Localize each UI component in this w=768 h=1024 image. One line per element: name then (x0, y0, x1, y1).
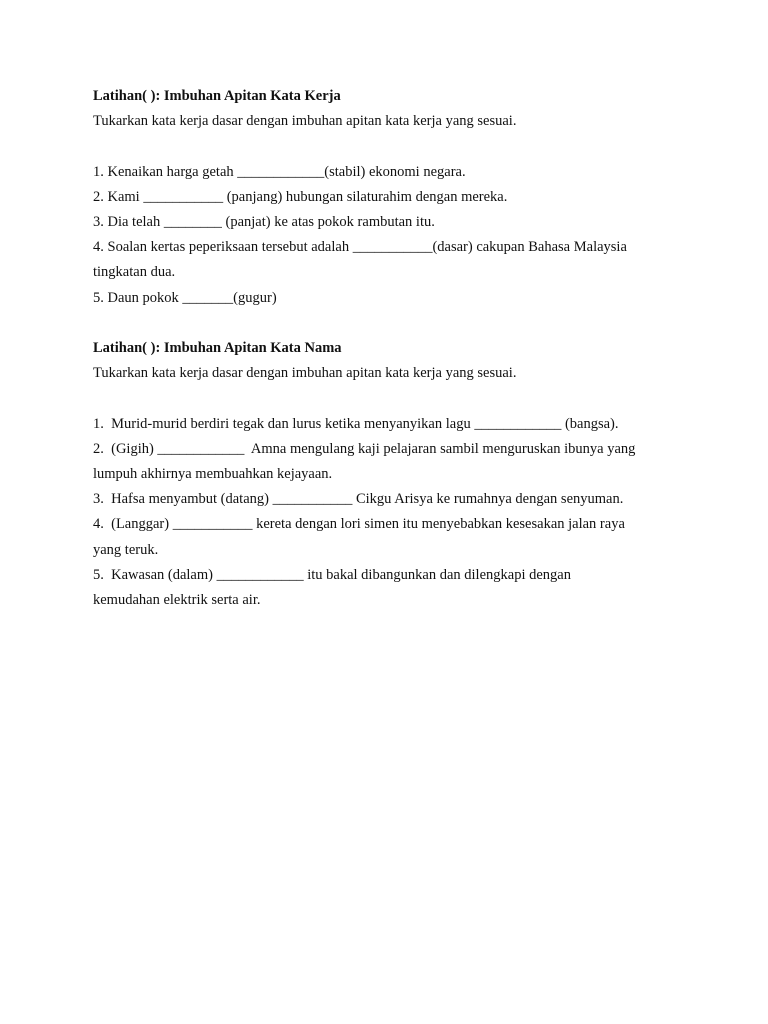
spacer (93, 386, 693, 411)
section1-item-3: 3. Dia telah ________ (panjat) ke atas pokok rambutan itu. (93, 214, 435, 230)
section1-item-4-continued: tingkatan dua. (93, 264, 176, 281)
section1-item-4: 4. Soalan kertas peperiksaan tersebut adalah ___________(dasar) cakupan Bahasa Malaysia (93, 239, 627, 256)
section1-item-1: 1. Kenaikan harga getah ____________(stabil) ekonomi negara. (93, 163, 466, 180)
section2-instruction: Tukarkan kata kerja dasar dengan imbuhan apitan kata kerja yang sesuai. (93, 365, 517, 382)
section2-title: Latihan( ): Imbuhan Apitan Kata Nama (93, 340, 342, 356)
spacer (93, 311, 693, 336)
section2-item-4-continued: yang teruk. (93, 541, 159, 558)
section2-item-2: 2. (Gigih) ____________ Amna mengulang kaji pelajaran sambil menguruskan ibunya yang (93, 440, 636, 457)
section2-item-4: 4. (Langgar) ___________ kereta dengan lori simen itu menyebabkan kesesakan jalan raya (93, 516, 625, 533)
section1-title: Latihan( ): Imbuhan Apitan Kata Kerja (93, 88, 341, 104)
spacer (93, 134, 693, 159)
section2-item-3: 3. Hafsa menyambut (datang) ___________ Cikgu Arisya ke rumahnya dengan senyuman. (93, 491, 624, 508)
worksheet-page (93, 84, 693, 613)
section2-item-5-continued: kemudahan elektrik serta air. (93, 592, 261, 609)
section2-item-2-continued: lumpuh akhirnya membuahkan kejayaan. (93, 466, 333, 482)
section2-item-1: 1. Murid-murid berdiri tegak dan lurus ketika menyanyikan lagu ____________ (bangsa). (93, 415, 619, 432)
section2-item-5: 5. Kawasan (dalam) ____________ itu bakal dibangunkan dan dilengkapi dengan (93, 566, 571, 583)
section1-item-5: 5. Daun pokok _______(gugur) (93, 289, 277, 306)
section1-instruction: Tukarkan kata kerja dasar dengan imbuhan apitan kata kerja yang sesuai. (93, 113, 517, 130)
section1-item-2: 2. Kami ___________ (panjang) hubungan silaturahim dengan mereka. (93, 188, 508, 205)
